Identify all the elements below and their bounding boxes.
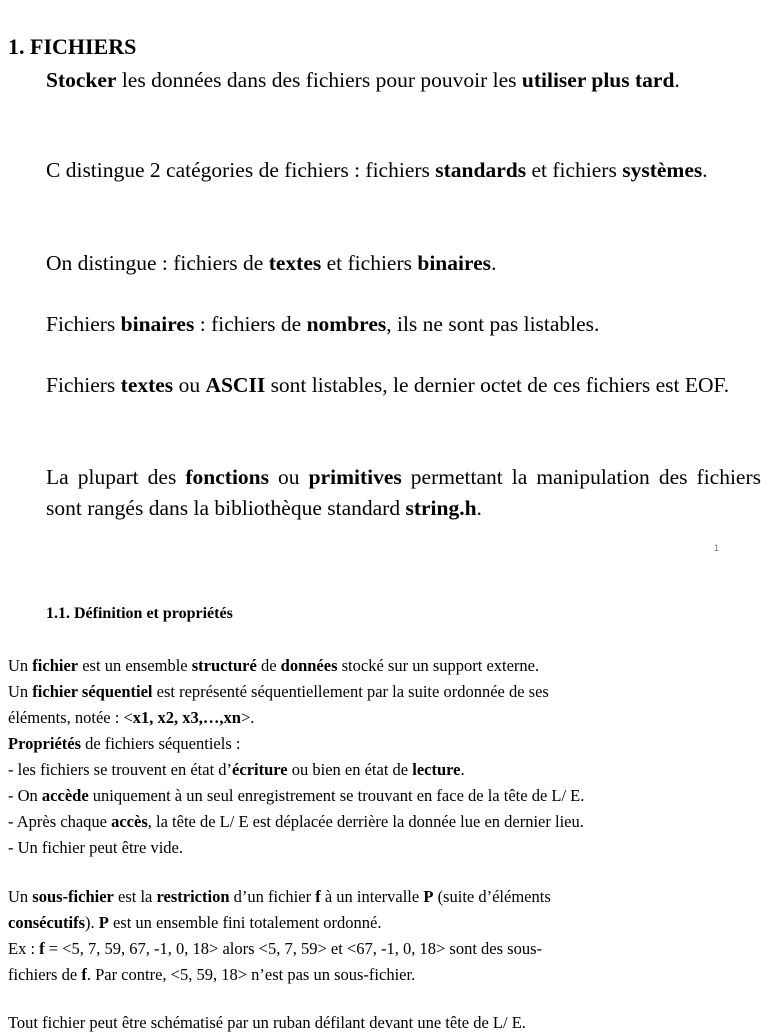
note-text: Un bbox=[8, 656, 33, 675]
bold-term: restriction bbox=[156, 887, 230, 906]
slide-paragraph bbox=[46, 462, 761, 524]
note-text: . Par contre, <5, 59, 18> n’est pas un sous-fichier. bbox=[86, 965, 416, 984]
paragraph-text: On distingue : fichiers de bbox=[46, 251, 269, 275]
note-line bbox=[8, 731, 763, 757]
note-line bbox=[8, 835, 763, 861]
paragraph-text: les données dans des fichiers pour pouvoir les bbox=[116, 68, 522, 92]
bold-term: fonctions bbox=[185, 465, 269, 489]
bold-term: sous-fichier bbox=[32, 887, 114, 906]
bold-term: lecture bbox=[412, 760, 461, 779]
note-text: fichiers de bbox=[8, 965, 82, 984]
bold-term: binaires bbox=[417, 251, 492, 275]
bold-term: primitives bbox=[308, 465, 402, 489]
note-text: - Un fichier peut être vide. bbox=[8, 838, 184, 857]
paragraph-text: sont listables, le dernier octet de ces fichiers est EOF. bbox=[265, 373, 730, 397]
note-line bbox=[8, 910, 763, 936]
bold-term: P bbox=[98, 913, 109, 932]
paragraph-text: , ils ne sont pas listables. bbox=[386, 312, 600, 336]
note-text: ou bien en état de bbox=[287, 760, 413, 779]
section-title: 1.1. Définition et propriétés bbox=[46, 605, 233, 622]
paragraph-text: : fichiers de bbox=[194, 312, 307, 336]
bold-term: f bbox=[315, 887, 321, 906]
bold-term: f bbox=[39, 939, 45, 958]
bold-term: x1, x2, x3,…,xn bbox=[132, 708, 241, 727]
note-text: ). bbox=[85, 913, 99, 932]
note-text: de bbox=[256, 656, 281, 675]
paragraph-text: et fichiers bbox=[526, 158, 623, 182]
paragraph-text: . bbox=[476, 496, 482, 520]
bold-term: écriture bbox=[232, 760, 288, 779]
paragraph-text: ou bbox=[173, 373, 206, 397]
bold-term: structuré bbox=[191, 656, 257, 675]
paragraph-text: . bbox=[702, 158, 708, 182]
paragraph-text: Fichiers bbox=[46, 312, 121, 336]
bold-term: standards bbox=[435, 158, 527, 182]
note-line bbox=[8, 809, 763, 835]
bold-term: accède bbox=[41, 786, 89, 805]
bold-term: textes bbox=[268, 251, 322, 275]
bold-term: Propriétés bbox=[8, 734, 82, 753]
page-number: 1 bbox=[714, 543, 720, 553]
note-text: >. bbox=[240, 708, 255, 727]
paragraph-text: Fichiers bbox=[46, 373, 121, 397]
note-line bbox=[8, 783, 763, 809]
note-text: , la tête de L/ E est déplacée derrière la donnée lue en dernier lieu. bbox=[147, 812, 584, 831]
paragraph-text: ou bbox=[269, 465, 309, 489]
note-text: <5, 7, 59, 67, -1, 0, 18> alors <5, 7, 59> et <67, -1, 0, 18> sont des sous- bbox=[62, 939, 542, 958]
note-line bbox=[8, 1010, 763, 1036]
slide-paragraph bbox=[46, 248, 761, 279]
slide-title: 1. FICHIERS bbox=[8, 34, 137, 59]
bold-term: accès bbox=[111, 812, 148, 831]
bold-term: string.h bbox=[405, 496, 477, 520]
note-text: éléments, notée : < bbox=[8, 708, 133, 727]
paragraph-text: C distingue 2 catégories de fichiers : fichiers bbox=[46, 158, 436, 182]
note-text: . bbox=[460, 760, 465, 779]
bold-term: nombres bbox=[306, 312, 387, 336]
note-text: Ex : bbox=[8, 939, 40, 958]
note-text: de fichiers séquentiels : bbox=[81, 734, 241, 753]
paragraph-text: . bbox=[491, 251, 497, 275]
note-text: - On bbox=[8, 786, 42, 805]
slide-paragraph bbox=[46, 65, 761, 96]
paragraph-text: et fichiers bbox=[321, 251, 418, 275]
paragraph-text: permettant la manipulation des fichiers sont rangés dans la bibliothèque standard bbox=[46, 465, 761, 520]
paragraph-text: . bbox=[674, 68, 680, 92]
note-line bbox=[8, 705, 763, 731]
bold-term: binaires bbox=[120, 312, 195, 336]
note-text: Un bbox=[8, 682, 33, 701]
slide-paragraph bbox=[46, 370, 761, 401]
note-line bbox=[8, 962, 763, 988]
note-text: est représenté séquentiellement par la suite ordonnée de ses bbox=[152, 682, 549, 701]
bold-term: consécutifs bbox=[8, 913, 85, 932]
paragraph-text: La plupart des bbox=[46, 465, 186, 489]
note-text: - les fichiers se trouvent en état d’ bbox=[8, 760, 233, 779]
bold-term: f bbox=[81, 965, 87, 984]
note-text: est la bbox=[113, 887, 157, 906]
note-text: d’un fichier bbox=[229, 887, 316, 906]
note-text: Un bbox=[8, 887, 33, 906]
note-line bbox=[8, 884, 763, 910]
bold-term: P bbox=[423, 887, 434, 906]
note-text: Tout fichier peut être schématisé par un ruban défilant devant une tête de L/ E. bbox=[8, 1013, 526, 1032]
note-text: stocké sur un support externe. bbox=[337, 656, 540, 675]
bold-term: ASCII bbox=[205, 373, 266, 397]
bold-term: textes bbox=[120, 373, 174, 397]
note-text: (suite d’éléments bbox=[433, 887, 551, 906]
bold-term: systèmes bbox=[622, 158, 703, 182]
bold-term: fichier séquentiel bbox=[32, 682, 153, 701]
note-line bbox=[8, 679, 763, 705]
slide-paragraph bbox=[46, 155, 761, 186]
bold-term: données bbox=[280, 656, 338, 675]
bold-term: utiliser plus tard bbox=[521, 68, 675, 92]
note-line bbox=[8, 757, 763, 783]
note-text: = bbox=[44, 939, 63, 958]
note-text: uniquement à un seul enregistrement se trouvant en face de la tête de L/ E. bbox=[88, 786, 585, 805]
bold-term: Stocker bbox=[46, 68, 117, 92]
note-text: est un ensemble fini totalement ordonné. bbox=[108, 913, 382, 932]
note-line bbox=[8, 653, 763, 679]
note-text: - Après chaque bbox=[8, 812, 112, 831]
bold-term: fichier bbox=[32, 656, 79, 675]
note-text: à un intervalle bbox=[320, 887, 424, 906]
note-text: est un ensemble bbox=[78, 656, 192, 675]
note-line bbox=[8, 936, 763, 962]
slide-paragraph bbox=[46, 309, 761, 340]
